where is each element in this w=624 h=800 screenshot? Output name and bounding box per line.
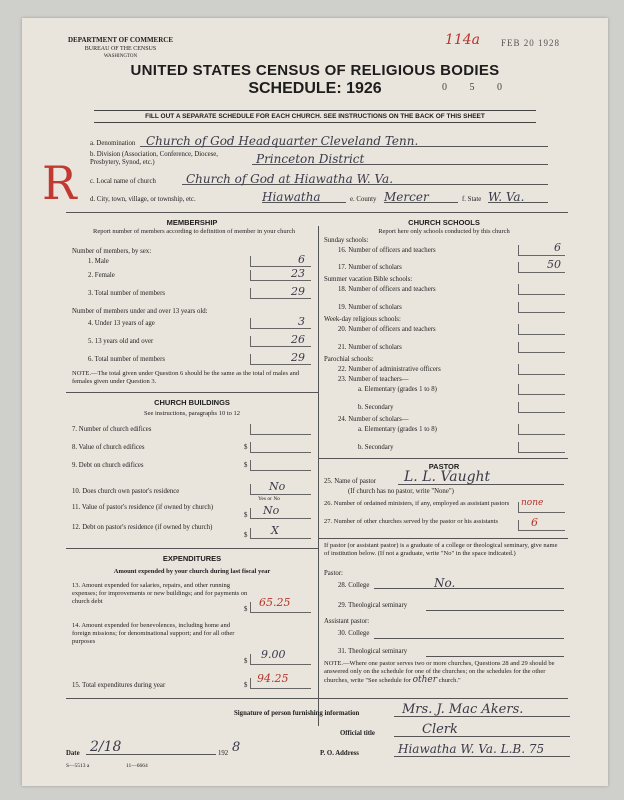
schools-sub: Report here only schools conducted by this church <box>378 228 510 235</box>
state-value: W. Va. <box>488 190 525 204</box>
local-name-label: c. Local name of church <box>90 178 156 185</box>
q6-label: 6. Total number of members <box>88 356 165 363</box>
q25-label: 25. Name of pastor <box>324 478 377 485</box>
q28-value: No. <box>434 576 456 590</box>
q8-label: 8. Value of church edifices <box>72 444 145 451</box>
q21-label: 21. Number of scholars <box>338 344 402 351</box>
date-field[interactable] <box>86 738 216 755</box>
red-mark: R <box>42 156 77 210</box>
q1-label: 1. Male <box>88 258 109 265</box>
schools-rule <box>318 458 568 459</box>
q30-field[interactable] <box>374 628 564 639</box>
official-title-value: Clerk <box>422 722 458 737</box>
schools-heading: CHURCH SCHOOLS <box>408 218 480 227</box>
q11-value: No <box>263 504 280 517</box>
q19-label: 19. Number of scholars <box>338 304 402 311</box>
q12-dollar: $ <box>244 532 248 539</box>
q23-label: 23. Number of teachers— <box>338 376 409 383</box>
q14-label: 14. Amount expended for benevolences, including home and foreign missions; for denominational support; and for all other purposes <box>72 622 235 645</box>
q22-field[interactable] <box>518 364 565 375</box>
state-label: f. State <box>462 196 482 203</box>
date-value: 2/18 <box>90 739 122 755</box>
q13-label: 13. Amount expended for salaries, repairs, and other running expenses; for improvements or new buildings; and for payments on church debt <box>72 582 248 605</box>
year-prefix: 192 <box>218 750 229 757</box>
division-field[interactable] <box>252 150 548 165</box>
q27-field[interactable] <box>518 516 565 531</box>
q18-field[interactable] <box>518 284 565 295</box>
official-title-field[interactable] <box>394 720 570 737</box>
q12-field[interactable] <box>250 524 311 539</box>
expenditures-sub: Amount expended by your church during last fiscal year <box>113 568 271 575</box>
q3-field[interactable] <box>250 285 311 299</box>
q2-label: 2. Female <box>88 272 115 279</box>
column-divider <box>318 226 319 726</box>
pastor-heading: PASTOR <box>428 462 460 471</box>
q23a-label: a. Elementary (grades 1 to 8) <box>358 386 437 393</box>
sunday-label: Sunday schools: <box>324 237 369 244</box>
q12-label: 12. Debt on pastor's residence (if owned by church) <box>72 524 213 531</box>
print-number: 11—6664 <box>126 763 148 769</box>
official-title-label: Official title <box>340 730 375 737</box>
q30-label: 30. College <box>338 630 370 637</box>
q27-value: 6 <box>531 516 538 529</box>
q24b-field[interactable] <box>518 442 565 453</box>
q20-label: 20. Number of officers and teachers <box>338 326 436 333</box>
denomination-field[interactable] <box>140 132 548 147</box>
bottom-rule <box>66 698 568 699</box>
q29-field[interactable] <box>426 600 564 611</box>
q25-note: (If church has no pastor, write "None") <box>348 488 454 495</box>
date-label: Date <box>66 750 80 757</box>
q20-field[interactable] <box>518 324 565 335</box>
q4-value: 3 <box>298 315 305 328</box>
q19-field[interactable] <box>518 302 565 313</box>
membership-sub: Report number of members according to definition of member in your church <box>93 228 295 235</box>
q3-label: 3. Total number of members <box>88 290 165 297</box>
q31-field[interactable] <box>426 646 564 657</box>
q5-field[interactable] <box>250 333 311 347</box>
q23b-label: b. Secondary <box>358 404 394 411</box>
q10-label: 10. Does church own pastor's residence <box>72 488 180 495</box>
bureau-label: BUREAU OF THE CENSUS <box>84 45 157 52</box>
q24a-field[interactable] <box>518 424 565 435</box>
q13-field[interactable] <box>250 596 311 613</box>
q24a-label: a. Elementary (grades 1 to 8) <box>358 426 437 433</box>
q11-label: 11. Value of pastor's residence (if owned by church) <box>72 504 214 511</box>
membership-heading: MEMBERSHIP <box>166 218 218 227</box>
form-number: S—5513 a <box>66 763 90 769</box>
q10-value: No <box>269 480 286 493</box>
q6-value: 29 <box>291 351 305 364</box>
q9-label: 9. Debt on church edifices <box>72 462 144 469</box>
q28-field[interactable] <box>374 574 564 589</box>
q10-field[interactable] <box>250 480 311 495</box>
q17-label: 17. Number of scholars <box>338 264 402 271</box>
expenditures-heading: EXPENDITURES <box>162 554 222 563</box>
q27-label: 27. Number of other churches served by the pastor or his assistants <box>324 518 499 525</box>
q14-field[interactable] <box>250 648 311 665</box>
q1-field[interactable] <box>250 253 311 267</box>
local-name-value: Church of God at Hiawatha W. Va. <box>186 172 394 186</box>
city-value: Hiawatha <box>262 190 321 204</box>
city-label: WASHINGTON <box>103 54 138 59</box>
q23a-field[interactable] <box>518 384 565 395</box>
q24b-label: b. Secondary <box>358 444 394 451</box>
division-label: b. Division (Association, Conference, Diocese, Presbytery, Synod, etc.) <box>90 151 218 166</box>
q31-label: 31. Theological seminary <box>338 648 408 655</box>
q11-field[interactable] <box>250 504 311 519</box>
county-value: Mercer <box>384 190 429 204</box>
age-head-label: Number of members under and over 13 years old: <box>72 308 208 315</box>
q28-label: 28. College <box>338 582 370 589</box>
pastor-name-field[interactable] <box>398 468 564 485</box>
q7-field[interactable] <box>250 424 311 435</box>
po-address-value: Hiawatha W. Va. L.B. 75 <box>398 742 545 756</box>
q22-label: 22. Number of administrative officers <box>338 366 441 373</box>
q26-label: 26. Number of ordained ministers, if any, employed as assistant pastors <box>324 500 510 507</box>
county-label: e. County <box>350 196 377 203</box>
pastor-rule <box>318 538 568 539</box>
membership-rule <box>66 392 318 393</box>
q3-value: 29 <box>291 285 305 298</box>
parochial-label: Parochial schools: <box>324 356 374 363</box>
pastor-note2-hand: other <box>412 675 438 685</box>
q14-value: 9.00 <box>261 648 286 661</box>
agency-header <box>68 36 173 62</box>
po-address-label: P. O. Address <box>320 750 359 757</box>
denomination-value: Church of God Headquarter Cleveland Tenn. <box>146 134 419 148</box>
pastor-name-value: L. L. Vaught <box>404 469 491 485</box>
q16-label: 16. Number of officers and teachers <box>338 247 436 254</box>
pastor-note2-end: church." <box>438 677 461 684</box>
serial-number: 0 5 0 <box>442 82 512 93</box>
department-label: DEPARTMENT OF COMMERCE <box>68 36 174 44</box>
q11-dollar: $ <box>244 512 248 519</box>
pastor-note2-text: NOTE.—Where one pastor serves two or more churches, Questions 28 and 29 should be answered only on the schedule for one of the churches; on the schedules for the other churches, write "See schedule for <box>324 660 555 684</box>
instruction-banner: FILL OUT A SEPARATE SCHEDULE FOR EACH CHURCH. SEE INSTRUCTIONS ON THE BACK OF THIS SHEET <box>94 110 536 123</box>
q15-dollar: $ <box>244 682 248 689</box>
buildings-heading: CHURCH BUILDINGS <box>154 398 230 407</box>
q4-field[interactable] <box>250 315 311 329</box>
q9-dollar: $ <box>244 462 248 469</box>
city-label: d. City, town, village, or township, etc. <box>90 196 196 203</box>
assistant-label: Assistant pastor: <box>324 618 370 625</box>
city-field[interactable] <box>262 188 346 203</box>
received-stamp: FEB 20 1928 <box>500 38 560 48</box>
buildings-sub: See instructions, paragraphs 10 to 12 <box>143 410 241 417</box>
hand-number: 114a <box>444 32 480 48</box>
q2-value: 23 <box>291 267 305 280</box>
q15-label: 15. Total expenditures during year <box>72 682 166 689</box>
q15-field[interactable] <box>250 672 311 689</box>
q6-field[interactable] <box>250 351 311 365</box>
signature-label: Signature of person furnishing information <box>234 710 360 717</box>
form-title: UNITED STATES CENSUS OF RELIGIOUS BODIES <box>130 62 500 79</box>
q15-value: 94.25 <box>257 672 289 685</box>
year-hand: 8 <box>232 740 241 755</box>
q13-dollar: $ <box>244 606 248 613</box>
q13-value: 65.25 <box>259 596 291 609</box>
q1-value: 6 <box>298 253 305 266</box>
q24-label: 24. Number of scholars— <box>338 416 409 423</box>
q14-dollar: $ <box>244 658 248 665</box>
pastor-sub-label: Pastor: <box>324 570 343 577</box>
q12-value: X <box>271 524 279 537</box>
q16-value: 6 <box>554 241 561 254</box>
census-schedule-sheet <box>22 18 608 786</box>
summer-label: Summer vacation Bible schools: <box>324 276 413 283</box>
graduate-note: If pastor (or assistant pastor) is a graduate of a college or theological seminary, give name of institution below. (If not a graduate, write "No" in the space indicated.) <box>324 542 558 557</box>
q5-label: 5. 13 years old and over <box>88 338 154 345</box>
weekday-label: Week-day religious schools: <box>324 316 401 323</box>
q23b-field[interactable] <box>518 402 565 413</box>
top-rule <box>66 212 568 213</box>
q17-field[interactable] <box>518 258 565 273</box>
yes-no-hint: Yes or No <box>258 496 281 502</box>
division-value: Princeton District <box>256 152 365 166</box>
by-sex-label: Number of members, by sex: <box>72 248 152 255</box>
q18-label: 18. Number of officers and teachers <box>338 286 436 293</box>
q8-dollar: $ <box>244 444 248 451</box>
local-name-field[interactable] <box>182 170 548 185</box>
membership-note: NOTE.—The total given under Question 6 should be the same as the total of males and females given under Question 3. <box>72 370 300 385</box>
q29-label: 29. Theological seminary <box>338 602 408 609</box>
q26-value: none <box>521 498 544 508</box>
pastor-note2 <box>324 660 564 685</box>
state-field[interactable] <box>488 188 548 203</box>
schedule-title: SCHEDULE: 1926 <box>248 80 382 97</box>
q8-field[interactable] <box>250 442 311 453</box>
q2-field[interactable] <box>250 267 311 281</box>
q21-field[interactable] <box>518 342 565 353</box>
q9-field[interactable] <box>250 460 311 471</box>
denomination-label: a. Denomination <box>90 140 136 147</box>
q17-value: 50 <box>547 258 561 271</box>
buildings-rule <box>66 548 318 549</box>
q16-field[interactable] <box>518 241 565 256</box>
signature-field[interactable] <box>394 700 570 717</box>
q7-label: 7. Number of church edifices <box>72 426 152 433</box>
q5-value: 26 <box>291 333 305 346</box>
q26-field[interactable] <box>518 498 565 513</box>
signature-value: Mrs. J. Mac Akers. <box>402 702 524 717</box>
county-field[interactable] <box>384 188 458 203</box>
po-address-field[interactable] <box>394 740 570 757</box>
q4-label: 4. Under 13 years of age <box>88 320 155 327</box>
